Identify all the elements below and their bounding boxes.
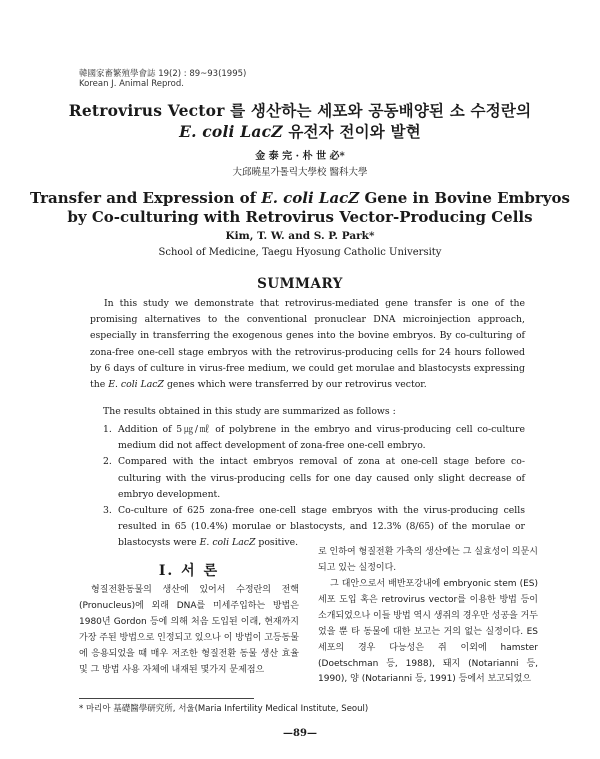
page-number: —89— bbox=[283, 728, 317, 739]
korean-title-line2 bbox=[0, 120, 600, 142]
section-heading-introduction: Ⅰ. 서 론 bbox=[158, 563, 220, 579]
korean-title-line1: Retrovirus Vector 를 생산하는 세포와 공동배양된 소 수정란의 bbox=[68, 101, 532, 120]
english-authors: Kim, T. W. and S. P. Park* bbox=[225, 230, 375, 242]
korean-authors: 金 泰 完 · 朴 世 必* bbox=[255, 151, 345, 162]
korean-title-line2-rest: 유전자 전이와 발현 bbox=[282, 122, 421, 141]
result-gene-name: E. coli LacZ bbox=[199, 537, 256, 549]
journal-citation: 韓國家畜繁殖學會誌 19(2) : 89~93(1995) bbox=[79, 69, 247, 79]
summary-text-b: genes which were transferred by our retrovirus vector. bbox=[163, 379, 427, 391]
result-text-tail: positive. bbox=[255, 537, 299, 549]
footnote: * 마리아 基礎醫學研究所, 서울(Maria Infertility Medical Institute, Seoul) bbox=[79, 704, 369, 714]
result-text: Addition of 5㎍/㎖ of polybrene in the embryo and virus-producing cell co-culture medium did not affect development of zona-free one-cell embryo. bbox=[118, 424, 525, 452]
english-affiliation: School of Medicine, Taegu Hyosung Catholic University bbox=[158, 247, 442, 258]
intro-left-paragraph: 형질전환동물의 생산에 있어서 수정란의 전핵(Pronucleus)에 외래 DNA를 미세주입하는 방법은 1980년 Gordon 등에 의해 처음 도입된 이래, 현재까지 가장 주된 방법으로 인정되고 있으나 이 방법이 고등동물에 응용되었을 때 매우 저조한 형질전환 동물 생산 효율 및 그 방법 사용 자체에 내재된 몇가지 문제점으 bbox=[79, 585, 299, 675]
footnote-divider bbox=[79, 698, 254, 699]
intro-right-paragraph: 그 대안으로서 배반포강내에 embryonic stem (ES) 세포 도입 혹은 retrovirus vector를 이용한 방법 등이 소개되었으나 이들 방법 역시 생쥐의 경우만 성공을 거두었을 뿐 타 동물에 대한 보고는 거의 없는 실정이다. ES 세포의 경우 다능성은 쥐 이외에 hamster (Doetschman 등, 1988), 돼지 (Notarianni 등, 1990), 양 (Notarianni 등, 1991) 등에서 보고되었으 bbox=[318, 579, 538, 685]
korean-affiliation: 大邱曉星가톨릭大學校 醫科大學 bbox=[232, 167, 368, 178]
english-title-line2: by Co-culturing with Retrovirus Vector-Producing Cells bbox=[67, 208, 533, 226]
result-text: Co-culture of 625 zona-free one-cell stage embryos with the virus-producing cells resulted in 65 (10.4%) morulae or blastocysts, and 12.3% (8/65) of the morulae or blastocysts were bbox=[118, 505, 525, 549]
result-number: 2. bbox=[103, 456, 112, 468]
summary-text-a: In this study we demonstrate that retrovirus-mediated gene transfer is one of the promising alternatives to the conventional pronuclear DNA microinjection approach, especially in transferring the exogenous genes into the bovine embryos. By co-culturing of zona-free one-cell stage embryos with the retrovirus-producing cells for 24 hours followed by 6 days of culture in virus-free medium, we could get morulae and blastocysts expressing the bbox=[90, 298, 525, 391]
result-item bbox=[103, 422, 525, 454]
summary-paragraph bbox=[90, 296, 525, 393]
result-text: Compared with the intact embryos removal of zona at one-cell stage before co-culturing with the virus-producing cells for one day caused only slight decrease of embryo development. bbox=[118, 456, 525, 500]
english-title-part-b: Gene in Bovine Embryos bbox=[359, 189, 570, 207]
english-title-line1 bbox=[0, 189, 600, 207]
journal-name: Korean J. Animal Reprod. bbox=[79, 79, 184, 89]
result-number: 1. bbox=[103, 424, 112, 435]
intro-right-paragraph-continued: 로 인하여 형질전환 가축의 생산에는 그 실효성이 의문시 되고 있는 실정이다. bbox=[318, 547, 538, 573]
english-title-gene-name: E. coli LacZ bbox=[261, 189, 360, 207]
english-title-part-a: Transfer and Expression of bbox=[30, 189, 262, 207]
korean-title-gene-name: E. coli LacZ bbox=[179, 122, 283, 141]
summary-heading: SUMMARY bbox=[257, 276, 343, 292]
result-item bbox=[103, 454, 525, 503]
summary-gene-name: E. coli LacZ bbox=[108, 379, 164, 391]
results-list bbox=[103, 422, 525, 552]
results-intro: The results obtained in this study are summarized as follows : bbox=[103, 406, 396, 417]
result-number: 3. bbox=[103, 505, 112, 517]
